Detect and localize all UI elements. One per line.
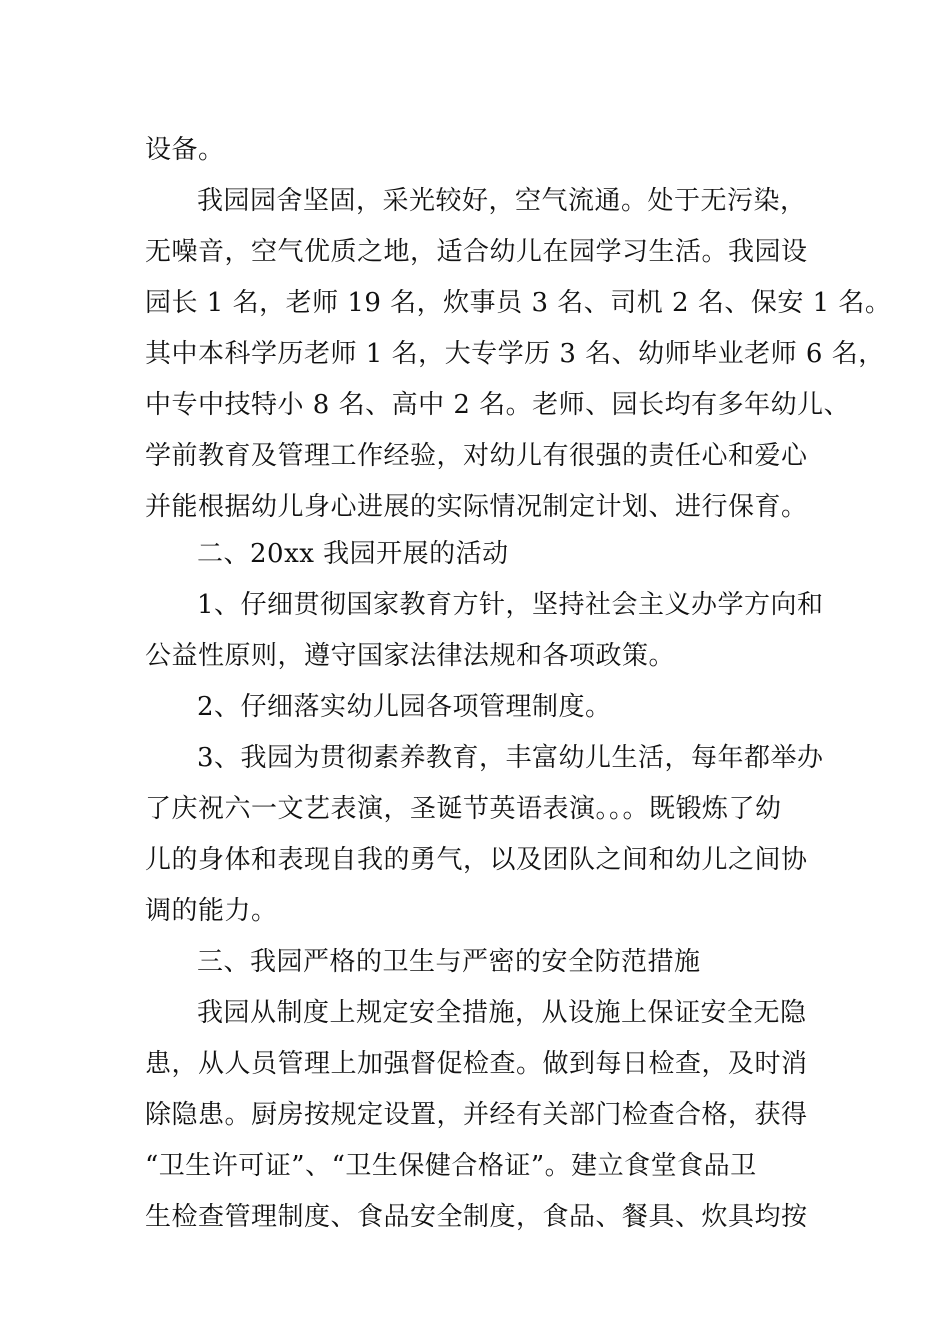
text-line: 我园从制度上规定安全措施，从设施上保证安全无隐 — [197, 998, 807, 1028]
text-line: 学前教育及管理工作经验，对幼儿有很强的责任心和爱心 — [145, 441, 808, 471]
text-line: “卫生许可证”、“卫生保健合格证”。建立食堂食品卫 — [145, 1151, 757, 1181]
text-line: 中专中技特小 8 名、高中 2 名。老师、园长均有多年幼儿、 — [145, 390, 851, 420]
text-line: 并能根据幼儿身心进展的实际情况制定计划、进行保育。 — [145, 492, 808, 522]
text-line: 3、我园为贯彻素养教育，丰富幼儿生活，每年都举办 — [197, 743, 824, 773]
text-line: 2、仔细落实幼儿园各项管理制度。 — [197, 692, 612, 722]
text-line: 患，从人员管理上加强督促检查。做到每日检查，及时消 — [145, 1049, 808, 1079]
text-line: 公益性原则，遵守国家法律法规和各项政策。 — [145, 641, 676, 671]
text-line: 生检查管理制度、食品安全制度，食品、餐具、炊具均按 — [145, 1202, 808, 1232]
text-line: 除隐患。厨房按规定设置，并经有关部门检查合格，获得 — [145, 1100, 808, 1130]
text-line: 调的能力。 — [145, 896, 278, 926]
text-line: 儿的身体和表现自我的勇气，以及团队之间和幼儿之间协 — [145, 845, 808, 875]
text-line: 1、仔细贯彻国家教育方针，坚持社会主义办学方向和 — [197, 590, 824, 620]
section-heading: 三、我园严格的卫生与严密的安全防范措施 — [197, 947, 701, 977]
text-line: 了庆祝六一文艺表演，圣诞节英语表演。。。既锻炼了幼 — [145, 794, 782, 824]
text-line: 无噪音，空气优质之地，适合幼儿在园学习生活。我园设 — [145, 237, 808, 267]
text-line: 其中本科学历老师 1 名，大专学历 3 名、幼师毕业老师 6 名， — [145, 339, 885, 369]
text-line: 设备。 — [145, 135, 225, 165]
text-line: 园长 1 名，老师 19 名，炊事员 3 名、司机 2 名、保安 1 名。 — [145, 288, 892, 318]
text-line: 我园园舍坚固，采光较好，空气流通。处于无污染， — [197, 186, 807, 216]
section-heading: 二、20xx 我园开展的活动 — [197, 539, 509, 569]
